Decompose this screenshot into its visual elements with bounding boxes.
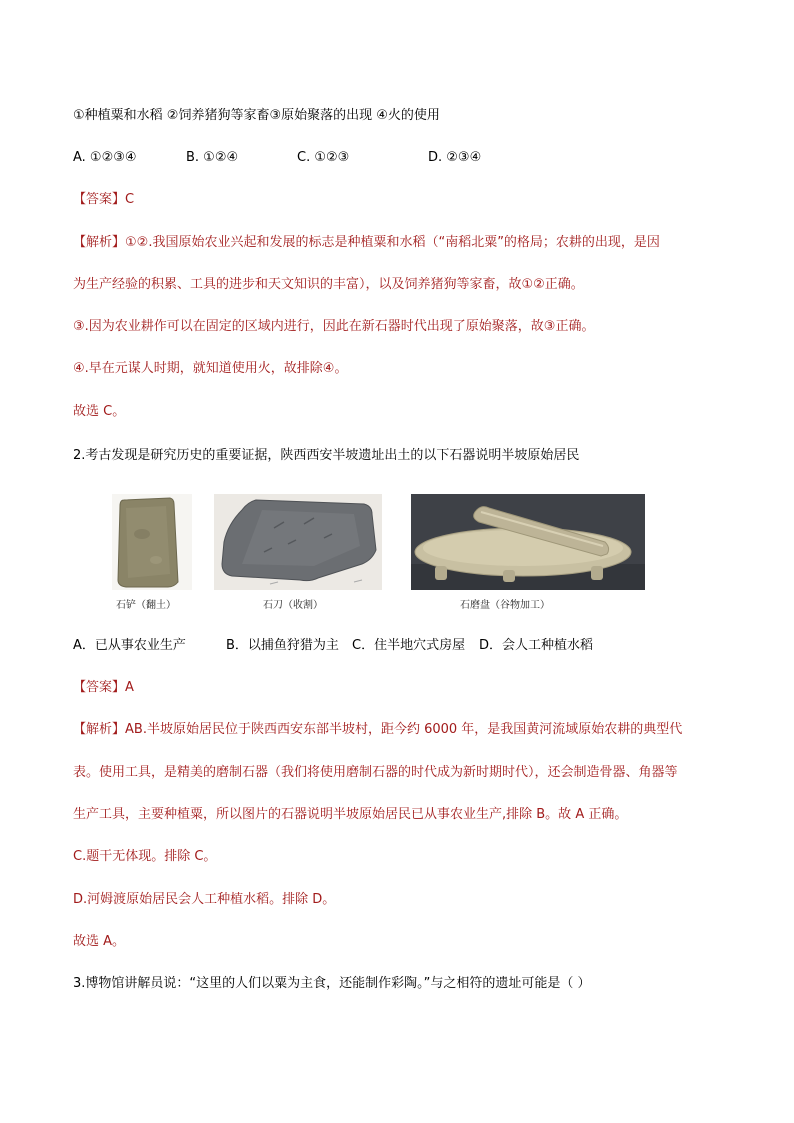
q1-items: ①种植粟和水稻 ②饲养猪狗等家畜③原始聚落的出现 ④火的使用 <box>73 108 440 123</box>
q1-conclusion: 故选 C。 <box>73 404 126 419</box>
analysis-text: ①②.我国原始农业兴起和发展的标志是种植粟和水稻（“南稻北粟”的格局；农耕的出现，是因 <box>125 235 660 250</box>
q2-option-b: B．以捕鱼狩猎为主 <box>226 638 339 653</box>
q2-analysis-line-1 <box>73 720 682 740</box>
answer-value: A <box>125 680 134 695</box>
answer-label: 【答案】 <box>73 192 126 207</box>
q2-analysis-line-5: D.河姆渡原始居民会人工种植水稻。排除 D。 <box>73 892 336 907</box>
q1-answer <box>73 190 134 210</box>
q1-analysis-line-4: ④.早在元谋人时期，就知道使用火，故排除④。 <box>73 361 348 376</box>
q1-option-c: C. ①②③ <box>297 150 350 165</box>
q1-option-d: D. ②③④ <box>428 150 482 165</box>
q1-option-a: A. ①②③④ <box>73 150 137 165</box>
stone-knife-caption: 石刀（收割） <box>263 600 323 611</box>
grinding-stone-image <box>411 494 645 590</box>
answer-label: 【答案】 <box>73 680 126 695</box>
stone-spade-caption: 石铲（翻土） <box>116 600 176 611</box>
q1-option-b: B. ①②④ <box>186 150 239 165</box>
q2-analysis-line-3: 生产工具，主要种植粟，所以图片的石器说明半坡原始居民已从事农业生产,排除 B。故 A 正确。 <box>73 807 628 822</box>
q2-conclusion: 故选 A。 <box>73 934 126 949</box>
analysis-label: 【解析】 <box>73 722 126 737</box>
q2-option-d: D．会人工种植水稻 <box>479 638 594 653</box>
q2-stem: 2.考古发现是研究历史的重要证据，陕西西安半坡遗址出土的以下石器说明半坡原始居民 <box>73 448 580 463</box>
q2-analysis-line-4: C.题干无体现。排除 C。 <box>73 849 217 864</box>
answer-value: C <box>125 192 135 207</box>
q3-stem: 3.博物馆讲解员说：“这里的人们以粟为主食，还能制作彩陶。”与之相符的遗址可能是（ ） <box>73 976 591 991</box>
q1-analysis-line-2: 为生产经验的积累、工具的进步和天文知识的丰富），以及饲养猪狗等家畜，故①②正确。 <box>73 277 584 292</box>
analysis-text: AB.半坡原始居民位于陕西西安东部半坡村，距今约 6000 年，是我国黄河流域原始农耕的典型代 <box>125 722 683 737</box>
q2-option-c: C．住半地穴式房屋 <box>352 638 466 653</box>
q1-analysis-line-1 <box>73 233 660 253</box>
grinding-stone-caption: 石磨盘（谷物加工） <box>460 600 550 611</box>
q2-analysis-line-2: 表。使用工具，是精美的磨制石器（我们将使用磨制石器的时代成为新时期时代），还会制造骨器、角器等 <box>73 765 678 780</box>
stone-knife-image <box>214 494 382 590</box>
analysis-label: 【解析】 <box>73 235 126 250</box>
stone-spade-image <box>112 494 192 590</box>
q2-option-a: A．已从事农业生产 <box>73 638 186 653</box>
q1-analysis-line-3: ③.因为农业耕作可以在固定的区域内进行，因此在新石器时代出现了原始聚落，故③正确。 <box>73 319 595 334</box>
q2-answer <box>73 678 134 698</box>
